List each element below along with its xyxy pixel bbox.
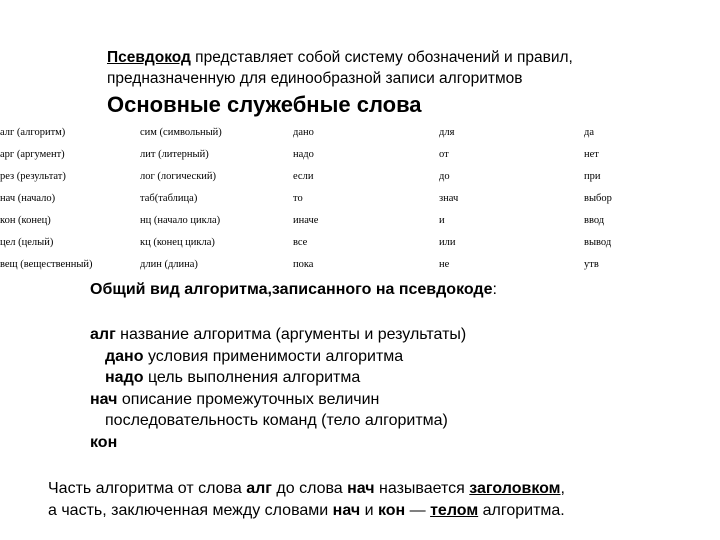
keyword-cell: ввод <box>584 215 605 226</box>
keyword-cell: нц (начало цикла) <box>140 215 221 226</box>
keyword-cell: пока <box>293 259 314 270</box>
general-form-title <box>90 281 497 299</box>
keyword-cell: дано <box>293 127 314 138</box>
header-term: заголовком <box>469 480 561 497</box>
code-nach-text: описание промежуточных величин <box>117 390 380 408</box>
keyword-cell: цел (целый) <box>0 237 54 248</box>
keyword-cell: лог (логический) <box>140 171 217 182</box>
keywords-row <box>0 123 720 145</box>
keywords-row <box>0 167 720 189</box>
keywords-row <box>0 233 720 255</box>
keywords-row <box>0 145 720 167</box>
keyword-cell: надо <box>293 149 314 160</box>
kw-nach: нач <box>90 390 118 408</box>
keyword-cell: кц (конец цикла) <box>140 237 215 248</box>
code-line-nado <box>90 367 466 389</box>
keywords-row <box>0 255 720 277</box>
keyword-cell: не <box>439 259 450 270</box>
body-term: телом <box>430 502 479 519</box>
footer-paragraph <box>48 478 708 522</box>
footer-kw-nach: нач <box>347 480 375 497</box>
footer-text: называется <box>374 480 470 497</box>
footer-text: до слова <box>271 480 348 497</box>
keyword-cell: то <box>293 193 303 204</box>
keyword-cell: алг (алгоритм) <box>0 127 66 138</box>
footer-text: , <box>560 480 565 497</box>
code-line-kon <box>90 432 466 454</box>
pseudocode-term: Псевдокод <box>107 49 191 66</box>
code-alg-text: название алгоритма (аргументы и результаты) <box>115 326 467 343</box>
code-line-dano <box>90 346 466 368</box>
keywords-row <box>0 189 720 211</box>
keyword-cell: или <box>439 237 456 248</box>
keyword-cell: таб(таблица) <box>140 193 198 204</box>
keyword-cell: лит (литерный) <box>140 149 209 160</box>
keyword-cell: нет <box>584 149 599 160</box>
keywords-row <box>0 211 720 233</box>
general-form-title-colon: : <box>492 281 497 298</box>
keyword-cell: все <box>293 237 308 248</box>
general-form-title-text: Общий вид алгоритма,записанного на псевдокоде <box>90 281 493 298</box>
keyword-cell: если <box>293 171 314 182</box>
keyword-cell: утв <box>584 259 599 270</box>
keyword-cell: рез (результат) <box>0 171 66 182</box>
kw-alg: алг <box>90 326 116 343</box>
kw-kon: кон <box>90 433 118 451</box>
footer-text: а часть, заключенная между словами <box>48 502 333 519</box>
footer-kw-nach: нач <box>332 502 361 519</box>
keyword-cell: от <box>439 149 449 160</box>
keyword-cell: и <box>439 215 445 226</box>
keyword-cell: кон (конец) <box>0 215 51 226</box>
code-line-body: последовательность команд (тело алгоритма) <box>105 412 448 429</box>
kw-nado: надо <box>105 369 144 386</box>
keyword-cell: нач (начало) <box>0 193 56 204</box>
code-line-nach <box>90 389 466 411</box>
code-nado-text: цель выполнения алгоритма <box>143 369 361 386</box>
algorithm-template <box>90 324 466 453</box>
keyword-cell: длин (длина) <box>140 259 198 270</box>
keyword-cell: при <box>584 171 601 182</box>
keyword-cell: иначе <box>293 215 319 226</box>
intro-line1-text: представляет собой систему обозначений и правил, <box>190 49 573 66</box>
keywords-table <box>0 123 720 277</box>
footer-text: Часть алгоритма от слова <box>48 480 247 497</box>
keyword-cell: до <box>439 171 450 182</box>
keyword-cell: арг (аргумент) <box>0 149 65 160</box>
keyword-cell: для <box>439 127 455 138</box>
keyword-cell: да <box>584 127 595 138</box>
keyword-cell: выбор <box>584 193 612 204</box>
keywords-heading: Основные служебные слова <box>107 92 422 117</box>
intro-line2-text: предназначенную для единообразной записи алгоритмов <box>107 70 523 87</box>
footer-kw-alg: алг <box>246 480 272 497</box>
intro-paragraph <box>107 47 707 89</box>
footer-kw-kon: кон <box>377 502 406 519</box>
code-line-alg <box>90 324 466 346</box>
keyword-cell: знач <box>439 193 459 204</box>
keyword-cell: вывод <box>584 237 612 248</box>
keyword-cell: сим (символьный) <box>140 127 222 138</box>
footer-text: — <box>405 502 431 519</box>
footer-text: алгоритма. <box>478 502 565 519</box>
footer-text: и <box>360 502 378 519</box>
code-dano-text: условия применимости алгоритма <box>143 347 404 365</box>
kw-dano: дано <box>105 347 144 365</box>
keyword-cell: вещ (вещественный) <box>0 259 93 270</box>
